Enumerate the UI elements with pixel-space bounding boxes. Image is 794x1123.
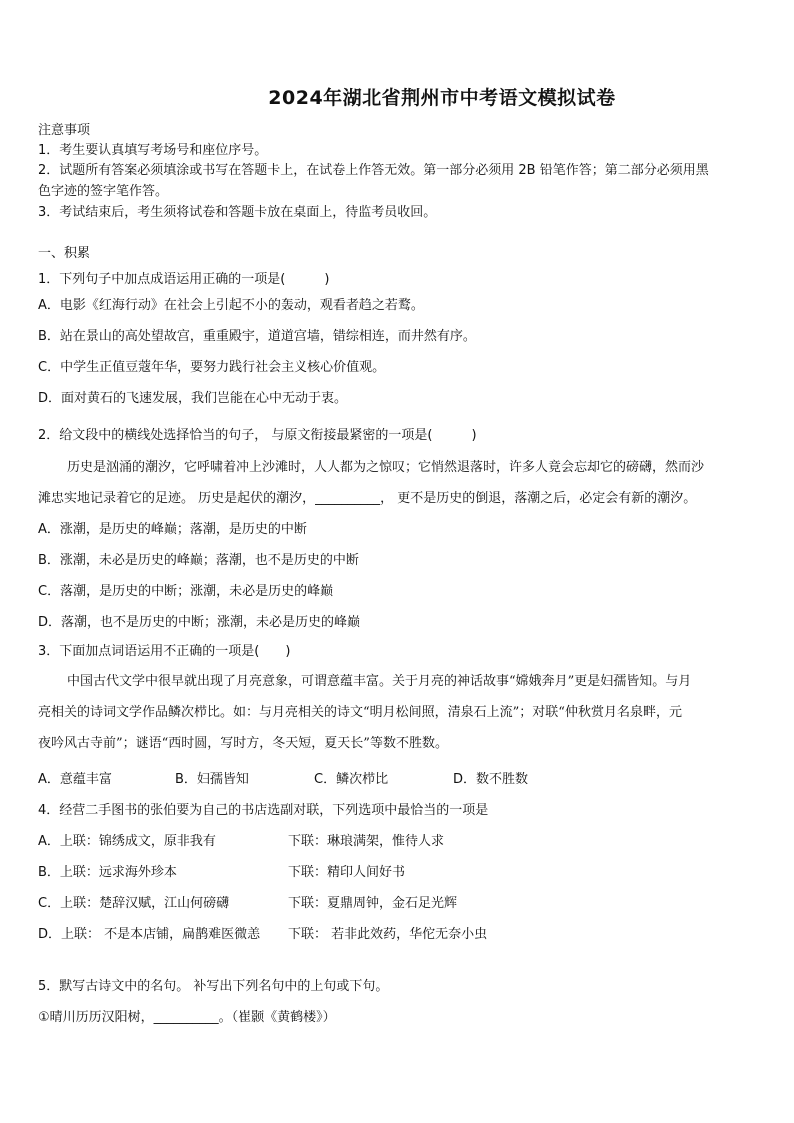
q2-option-c: C．落潮，是历史的中断；涨潮，未必是历史的峰巅 xyxy=(38,584,334,599)
notice-item: 3．考试结束后，考生须将试卷和答题卡放在桌面上，待监考员收回。 xyxy=(38,205,437,220)
page-title: 2024年湖北省荆州市中考语文模拟试卷 xyxy=(268,87,616,109)
q3-passage-line: 亮相关的诗词文学作品鳞次栉比。如：与月亮相关的诗文“明月松间照，清泉石上流”；对联“仲秋赏月名泉畔，元 xyxy=(38,705,682,720)
notice-item: 2．试题所有答案必须填涂或书写在答题卡上，在试卷上作答无效。第一部分必须用 2B 铅笔作答；第二部分必须用黑 xyxy=(38,163,709,178)
q4-option-c-second: 下联：夏鼎周钟，金石足光辉 xyxy=(288,896,458,911)
question-4-stem: 4．经营二手图书的张伯要为自己的书店选副对联，下列选项中最恰当的一项是 xyxy=(38,803,489,818)
question-1-stem: 1．下列句子中加点成语运用正确的一项是( ) xyxy=(38,272,330,287)
notice-item: 色字迹的签字笔作答。 xyxy=(38,184,169,199)
notice-item: 1．考生要认真填写考场号和座位序号。 xyxy=(38,143,268,158)
q2-passage-line: 历史是汹涌的潮汐，它呼啸着冲上沙滩时，人人都为之惊叹；它悄然退落时，许多人竟会忘却它的磅礴，然而沙 xyxy=(67,460,705,475)
question-5-stem: 5．默写古诗文中的名句。 补写出下列名句中的上句或下句。 xyxy=(38,979,389,994)
q4-option-d-second: 下联： 若非此效药，华佗无奈小虫 xyxy=(288,927,488,942)
q4-option-c-first: C．上联：楚辞汉赋，江山何磅礴 xyxy=(38,896,230,911)
q1-option-a: A．电影《红海行动》在社会上引起不小的轰动，观看者趋之若鹜。 xyxy=(38,298,424,313)
q5-item-1: ①晴川历历汉阳树，__________。（崔颢《黄鹤楼》） xyxy=(38,1010,336,1025)
q1-option-b: B．站在景山的高处望故宫，重重殿宇，道道宫墙，错综相连，而井然有序。 xyxy=(38,329,476,344)
q2-option-d: D．落潮，也不是历史的中断；涨潮，未必是历史的峰巅 xyxy=(38,615,361,630)
q2-option-a: A．涨潮，是历史的峰巅；落潮，是历史的中断 xyxy=(38,522,307,537)
q3-option-c: C．鳞次栉比 xyxy=(314,772,389,787)
section-heading: 一、积累 xyxy=(38,246,91,261)
q4-option-b-first: B．上联：远求海外珍本 xyxy=(38,865,177,880)
q4-option-d-first: D．上联： 不是本店铺，扁鹊难医微恙 xyxy=(38,927,261,942)
question-3-stem: 3．下面加点词语运用不正确的一项是( ) xyxy=(38,644,291,659)
notice-heading: 注意事项 xyxy=(38,123,91,138)
q2-option-b: B．涨潮，未必是历史的峰巅；落潮，也不是历史的中断 xyxy=(38,553,359,568)
q4-option-a-first: A．上联：锦绣成文，原非我有 xyxy=(38,834,216,849)
q3-passage-line: 中国古代文学中很早就出现了月亮意象，可谓意蕴丰富。关于月亮的神话故事“嫦娥奔月”更是妇孺皆知。与月 xyxy=(67,674,692,689)
q3-option-b: B．妇孺皆知 xyxy=(175,772,249,787)
q3-option-d: D．数不胜数 xyxy=(453,772,529,787)
q4-option-a-second: 下联：琳琅满架，惟待人求 xyxy=(288,834,445,849)
q1-option-d: D．面对黄石的飞速发展，我们岂能在心中无动于衷。 xyxy=(38,391,348,406)
q4-option-b-second: 下联：精印人间好书 xyxy=(288,865,406,880)
question-2-stem: 2．给文段中的横线处选择恰当的句子， 与原文衔接最紧密的一项是( ) xyxy=(38,428,477,443)
q3-option-a: A．意蕴丰富 xyxy=(38,772,112,787)
q3-passage-line: 夜吟风古寺前”；谜语“西时圆，写时方，冬天短，夏天长”等数不胜数。 xyxy=(38,736,448,751)
q2-passage-line: 滩忠实地记录着它的足迹。 历史是起伏的潮汐，__________， 更不是历史的倒退，落潮之后，必定会有新的潮汐。 xyxy=(38,491,697,506)
q1-option-c: C．中学生正值豆蔻年华，要努力践行社会主义核心价值观。 xyxy=(38,360,386,375)
